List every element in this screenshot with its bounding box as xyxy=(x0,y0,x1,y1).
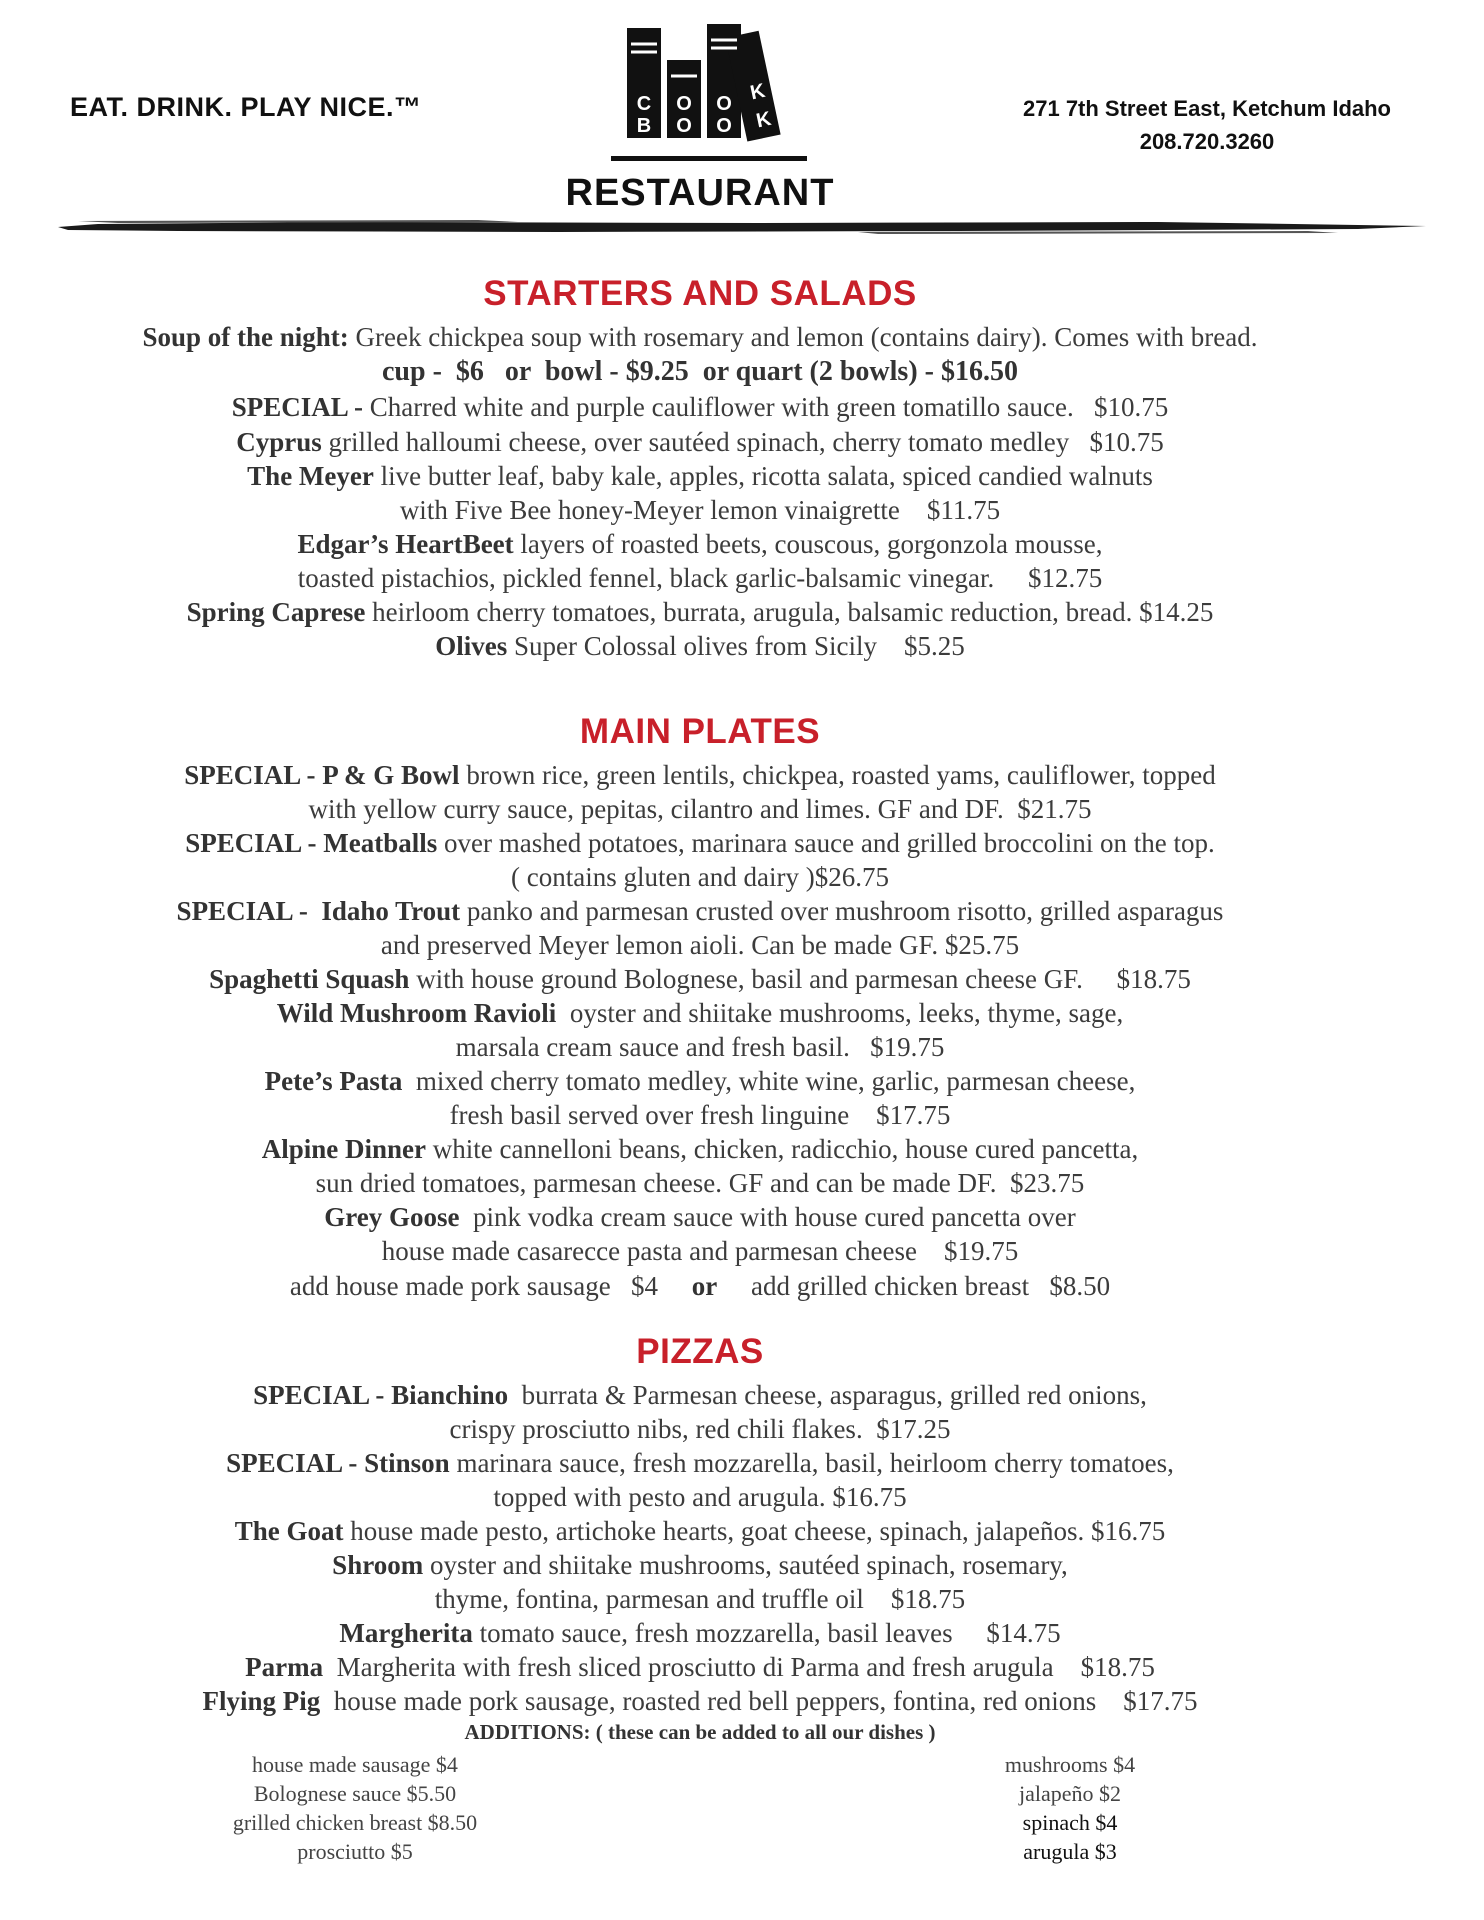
item-desc: over mashed potatoes, marinara sauce and grilled broccolini on the top. xyxy=(437,828,1215,858)
tagline: EAT. DRINK. PLAY NICE.™ xyxy=(70,92,422,122)
menu-line xyxy=(0,1514,1400,1548)
item-name: Grey Goose xyxy=(324,1202,460,1232)
addon-or: or xyxy=(691,1271,718,1301)
section-title-pizzas: PIZZAS xyxy=(636,1332,764,1371)
item-desc: house made pesto, artichoke hearts, goat cheese, spinach, jalapeños. $16.75 xyxy=(343,1516,1166,1546)
item-desc: oyster and shiitake mushrooms, sautéed spinach, rosemary, xyxy=(423,1550,1068,1580)
menu-line xyxy=(0,493,1400,527)
logo-letter: O xyxy=(676,93,692,115)
item-desc: fresh basil served over fresh linguine $17.75 xyxy=(449,1100,951,1130)
menu-line xyxy=(0,1582,1400,1616)
menu-line xyxy=(0,320,1400,354)
additions-right-list xyxy=(930,1750,1210,1866)
menu-line xyxy=(0,1064,1400,1098)
menu-line xyxy=(0,996,1400,1030)
item-desc: house made casarecce pasta and parmesan cheese $19.75 xyxy=(381,1236,1019,1266)
menu-line xyxy=(0,390,1400,424)
item-desc: brown rice, green lentils, chickpea, roasted yams, cauliflower, topped xyxy=(459,760,1216,790)
item-desc: house made pork sausage, roasted red bell peppers, fontina, red onions $17.75 xyxy=(320,1686,1198,1716)
item-name: SPECIAL - P & G Bowl xyxy=(184,760,460,790)
item-name: Wild Mushroom Ravioli xyxy=(276,998,557,1028)
item-desc: with Five Bee honey-Meyer lemon vinaigrette $11.75 xyxy=(399,495,1001,525)
addon-line xyxy=(0,1269,1400,1303)
menu-line xyxy=(0,629,1400,663)
addition-item: mushrooms $4 xyxy=(1004,1752,1136,1777)
menu-line xyxy=(0,1098,1400,1132)
logo-letter: K xyxy=(754,107,774,133)
item-name: Spring Caprese xyxy=(186,597,366,627)
menu-line xyxy=(0,928,1400,962)
logo-letter: C xyxy=(636,93,652,115)
menu-line xyxy=(0,962,1400,996)
addition-item: Bolognese sauce $5.50 xyxy=(253,1781,457,1806)
item-desc: crispy prosciutto nibs, red chili flakes. $17.25 xyxy=(449,1414,951,1444)
menu-line xyxy=(0,1616,1400,1650)
item-desc: Super Colossal olives from Sicily $5.25 xyxy=(507,631,965,661)
addition-item: arugula $3 xyxy=(1023,1839,1117,1864)
menu-line xyxy=(0,1166,1400,1200)
brush-stroke-divider xyxy=(58,218,1426,236)
item-name: Cyprus xyxy=(236,427,322,457)
menu-line xyxy=(0,758,1400,792)
item-desc: ( contains gluten and dairy )$26.75 xyxy=(511,862,889,892)
item-desc: toasted pistachios, pickled fennel, black garlic-balsamic vinegar. $12.75 xyxy=(297,563,1103,593)
menu-line xyxy=(0,792,1400,826)
menu-line xyxy=(0,894,1400,928)
menu-line xyxy=(0,1412,1400,1446)
addition-item: spinach $4 xyxy=(1022,1810,1118,1835)
item-desc: oyster and shiitake mushrooms, leeks, thyme, sage, xyxy=(556,998,1124,1028)
addition-item: jalapeño $2 xyxy=(1018,1781,1122,1806)
menu-line xyxy=(0,1480,1400,1514)
item-desc: heirloom cherry tomatoes, burrata, arugula, balsamic reduction, bread. $14.25 xyxy=(365,597,1214,627)
item-name: Pete’s Pasta xyxy=(264,1066,403,1096)
addon-sausage: add house made pork sausage $4 xyxy=(289,1271,659,1301)
menu-line xyxy=(0,1378,1400,1412)
item-desc: Margherita with fresh sliced prosciutto di Parma and fresh arugula $18.75 xyxy=(323,1652,1155,1682)
section-title-mains: MAIN PLATES xyxy=(579,712,821,751)
menu-line xyxy=(0,1132,1400,1166)
item-name: SPECIAL - xyxy=(231,392,364,422)
item-desc: burrata & Parmesan cheese, asparagus, grilled red onions, xyxy=(508,1380,1147,1410)
menu-line xyxy=(0,1200,1400,1234)
logo-letter: K xyxy=(748,79,768,105)
item-desc: Charred white and purple cauliflower with green tomatillo sauce. $10.75 xyxy=(369,392,1169,422)
item-name: The Meyer xyxy=(247,461,374,491)
item-desc: white cannelloni beans, chicken, radicchio, house cured pancetta, xyxy=(426,1134,1139,1164)
item-name: Shroom xyxy=(332,1550,424,1580)
item-desc: mixed cherry tomato medley, white wine, garlic, parmesan cheese, xyxy=(402,1066,1136,1096)
logo-letter: O xyxy=(676,115,692,137)
item-name: SPECIAL - Idaho Trout xyxy=(176,896,461,926)
addition-item: grilled chicken breast $8.50 xyxy=(232,1810,478,1835)
menu-line xyxy=(0,527,1400,561)
address-block xyxy=(972,92,1442,158)
menu-line xyxy=(0,860,1400,894)
cookbook-logo xyxy=(607,10,817,170)
item-desc: pink vodka cream sauce with house cured pancetta over xyxy=(459,1202,1076,1232)
menu-line xyxy=(0,1650,1400,1684)
addon-chicken: add grilled chicken breast $8.50 xyxy=(751,1271,1111,1301)
item-name: Margherita xyxy=(339,1618,473,1648)
menu-line xyxy=(0,561,1400,595)
item-desc: marsala cream sauce and fresh basil. $19.75 xyxy=(455,1032,945,1062)
item-desc: live butter leaf, baby kale, apples, ricotta salata, spiced candied walnuts xyxy=(373,461,1153,491)
item-desc: topped with pesto and arugula. $16.75 xyxy=(493,1482,907,1512)
item-desc: tomato sauce, fresh mozzarella, basil leaves $14.75 xyxy=(472,1618,1061,1648)
menu-line xyxy=(0,595,1400,629)
additions-left-list xyxy=(175,1750,535,1866)
menu-line xyxy=(0,425,1400,459)
menu-line xyxy=(0,1234,1400,1268)
menu-line xyxy=(0,1030,1400,1064)
item-desc: layers of roasted beets, couscous, gorgonzola mousse, xyxy=(513,529,1103,559)
addition-item: prosciutto $5 xyxy=(297,1839,413,1864)
menu-line xyxy=(0,1548,1400,1582)
menu-line xyxy=(0,826,1400,860)
item-name: Parma xyxy=(245,1652,324,1682)
item-desc: marinara sauce, fresh mozzarella, basil, heirloom cherry tomatoes, xyxy=(449,1448,1174,1478)
street-address: 271 7th Street East, Ketchum Idaho xyxy=(1023,96,1391,121)
item-desc: and preserved Meyer lemon aioli. Can be made GF. $25.75 xyxy=(380,930,1020,960)
additions-title: ADDITIONS: ( these can be added to all our dishes ) xyxy=(464,1720,936,1744)
item-name: Spaghetti Squash xyxy=(209,964,410,994)
item-desc: panko and parmesan crusted over mushroom risotto, grilled asparagus xyxy=(460,896,1224,926)
section-title-starters: STARTERS AND SALADS xyxy=(483,274,917,313)
menu-line xyxy=(0,1684,1400,1718)
logo-letter: O xyxy=(716,93,732,115)
menu-line xyxy=(0,1446,1400,1480)
item-name: SPECIAL - Stinson xyxy=(226,1448,450,1478)
item-desc: Greek chickpea soup with rosemary and lemon (contains dairy). Comes with bread. xyxy=(355,322,1258,352)
addition-item: house made sausage $4 xyxy=(252,1752,458,1777)
phone-number: 208.720.3260 xyxy=(1139,129,1275,154)
item-name: Flying Pig xyxy=(202,1686,321,1716)
item-name: The Goat xyxy=(234,1516,344,1546)
item-name: Soup of the night: xyxy=(142,322,349,352)
menu-line xyxy=(0,459,1400,493)
item-name: SPECIAL - Bianchino xyxy=(253,1380,509,1410)
item-name: Edgar’s HeartBeet xyxy=(297,529,514,559)
logo-letter: B xyxy=(636,115,652,137)
item-desc: with house ground Bolognese, basil and parmesan cheese GF. $18.75 xyxy=(409,964,1191,994)
item-name: SPECIAL - Meatballs xyxy=(185,828,438,858)
logo-letter: O xyxy=(716,115,732,137)
item-desc: grilled halloumi cheese, over sautéed spinach, cherry tomato medley $10.75 xyxy=(321,427,1164,457)
item-name: Olives xyxy=(435,631,508,661)
item-desc: thyme, fontina, parmesan and truffle oil $18.75 xyxy=(434,1584,966,1614)
item-desc: with yellow curry sauce, pepitas, cilantro and limes. GF and DF. $21.75 xyxy=(308,794,1092,824)
item-desc: sun dried tomatoes, parmesan cheese. GF and can be made DF. $23.75 xyxy=(315,1168,1085,1198)
restaurant-name: RESTAURANT xyxy=(565,172,835,214)
soup-prices: cup - $6 or bowl - $9.25 or quart (2 bowls) - $16.50 xyxy=(382,356,1018,387)
item-name: Alpine Dinner xyxy=(261,1134,427,1164)
